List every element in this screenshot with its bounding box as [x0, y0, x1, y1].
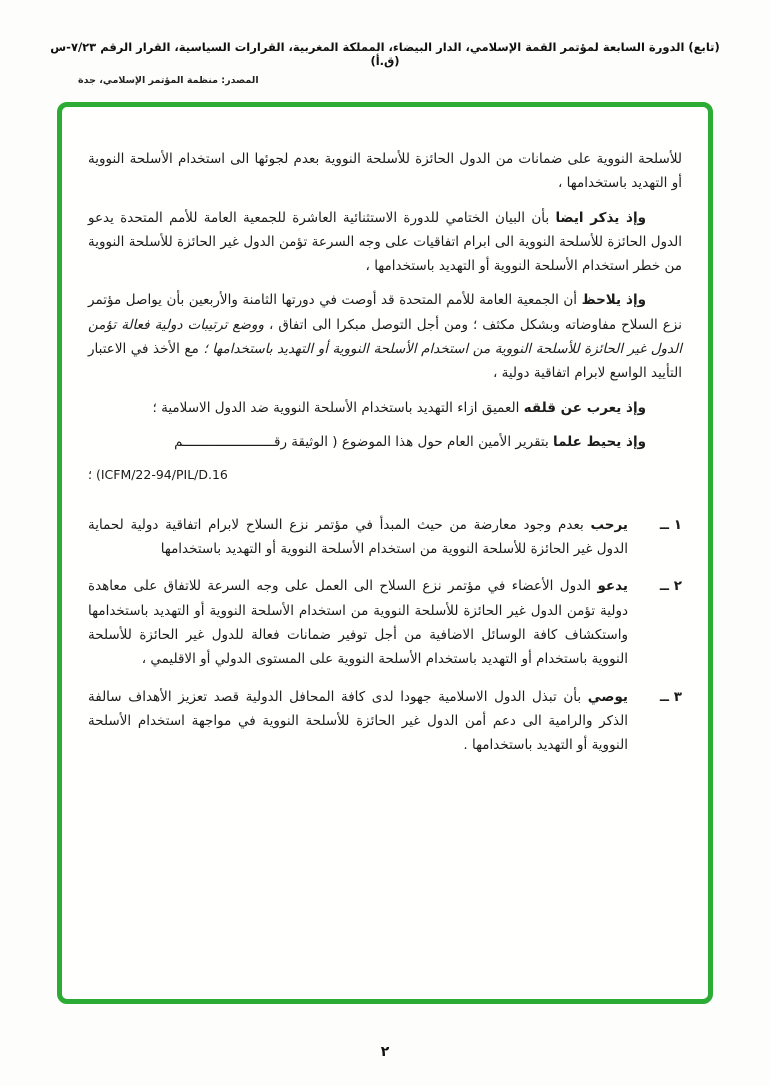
paragraph-concern-text: العميق ازاء التهديد باستخدام الأسلحة النووية ضد الدول الاسلامية ؛: [152, 399, 520, 416]
item-text: [88, 513, 628, 562]
paragraph-recalls-lead: وإذ يذكر ايضا: [555, 209, 647, 226]
item-number: ١ ــ: [659, 516, 682, 533]
paragraph-noting-lead: وإذ يلاحظ: [581, 292, 647, 309]
paragraph-takes-note-text: بتقرير الأمين العام حول هذا الموضوع ( الوثيقة رقـــــــــــــــــــــــم: [174, 433, 549, 450]
list-item: [88, 574, 682, 671]
operative-items: [88, 513, 682, 758]
item-lead: يرحب: [590, 516, 629, 533]
header-source: المصدر: منظمة المؤتمر الإسلامي، جدة: [78, 75, 259, 86]
paragraph-noting-text2: مع الأخذ في الاعتبار التأييد الواسع لابرام اتفاقية دولية ،: [88, 341, 682, 382]
item-body: بأن تبذل الدول الاسلامية جهودا لدى كافة المحافل الدولية قصد تعزيز الأهداف سالفة الذكر والرامية الى دعم أمن الدول غير الحائزة للأسلحة النووية في مواجهة استخدام الأسلحة النووية أو التهديد باستخدامها .: [88, 688, 628, 754]
page-number: ٢: [380, 1044, 390, 1060]
item-text: [88, 685, 628, 758]
content-frame: [57, 102, 713, 1004]
item-number: ٣ ــ: [659, 688, 682, 705]
list-item: [88, 513, 682, 562]
paragraph-takes-note: [88, 430, 682, 454]
item-body: بعدم وجود معارضة من حيث المبدأ في مؤتمر نزع السلاح لابرام اتفاقية دولية لحماية الدول غير الحائزة للأسلحة النووية من استخدام الأسلحة النووية أو التهديد باستخدامها: [88, 516, 628, 558]
item-body: الدول الأعضاء في مؤتمر نزع السلاح الى العمل على وجه السرعة للاتفاق على معاهدة دولية تؤمن الدول غير الحائزة للأسلحة النووية من استخدام الأسلحة النووية أو التهديد باستخدامها واستكشاف كافة الوسائل الاضافية من أجل توفير ضمانات فعالة للدول غير الحائزة للأسلحة النووية باستخدام أو التهديد باستخدام الأسلحة النووية على المستوى الدولي أو الاقليمي ،: [88, 578, 628, 668]
paragraph-recalls: [88, 206, 682, 279]
item-lead: يوصي: [587, 688, 628, 705]
list-item: [88, 685, 682, 758]
paragraph-intro: [88, 147, 682, 196]
paragraph-concern-lead: وإذ يعرب عن قلقه: [523, 399, 646, 416]
item-number: ٢ ــ: [659, 578, 682, 595]
paragraph-noting-text1: أن الجمعية العامة للأمم المتحدة قد أوصت في دورتها الثامنة والأربعين بأن يواصل مؤتمر نزع السلاح مفاوضاته وبشكل مكثف ؛ ومن أجل التوصل مبكرا الى اتفاق ،: [88, 292, 682, 333]
paragraph-intro-text: للأسلحة النووية على ضمانات من الدول الحائزة للأسلحة النووية بعدم لجوئها الى استخدام الأسلحة النووية أو التهديد باستخدامها ،: [88, 151, 682, 192]
item-text: [88, 574, 628, 671]
paragraph-noting: [88, 288, 682, 385]
document-reference: ؛ (ICFM/22-94/PIL/D.16: [88, 467, 228, 483]
document-body: [62, 107, 708, 757]
item-lead: يدعو: [597, 578, 629, 595]
document-header: [0, 0, 770, 86]
paragraph-recalls-text: بأن البيان الختامي للدورة الاستثنائية العاشرة للجمعية العامة للأمم المتحدة يدعو الدول الحائزة للأسلحة النووية الى ابرام اتفاقيات على وجه السرعة تؤمن الدول غير الحائزة للأسلحة النووية من خطر استخدام الأسلحة النووية أو التهديد باستخدامها ،: [88, 209, 682, 275]
header-title: (تابع) الدورة السابعة لمؤتمر القمة الإسلامي، الدار البيضاء، المملكة المغربية، القرارات السياسية، القرار الرقم ٧/٢٣-س (ق.أ): [50, 40, 720, 68]
paragraph-noting-italic: ووضع ترتيبات دولية فعالة تؤمن الدول غير الحائزة للأسلحة النووية من استخدام الأسلحة النووية أو التهديد باستخدامها ؛: [88, 316, 682, 358]
paragraph-takes-note-lead: وإذ يحيط علما: [553, 433, 646, 450]
paragraph-concern: [88, 396, 682, 420]
